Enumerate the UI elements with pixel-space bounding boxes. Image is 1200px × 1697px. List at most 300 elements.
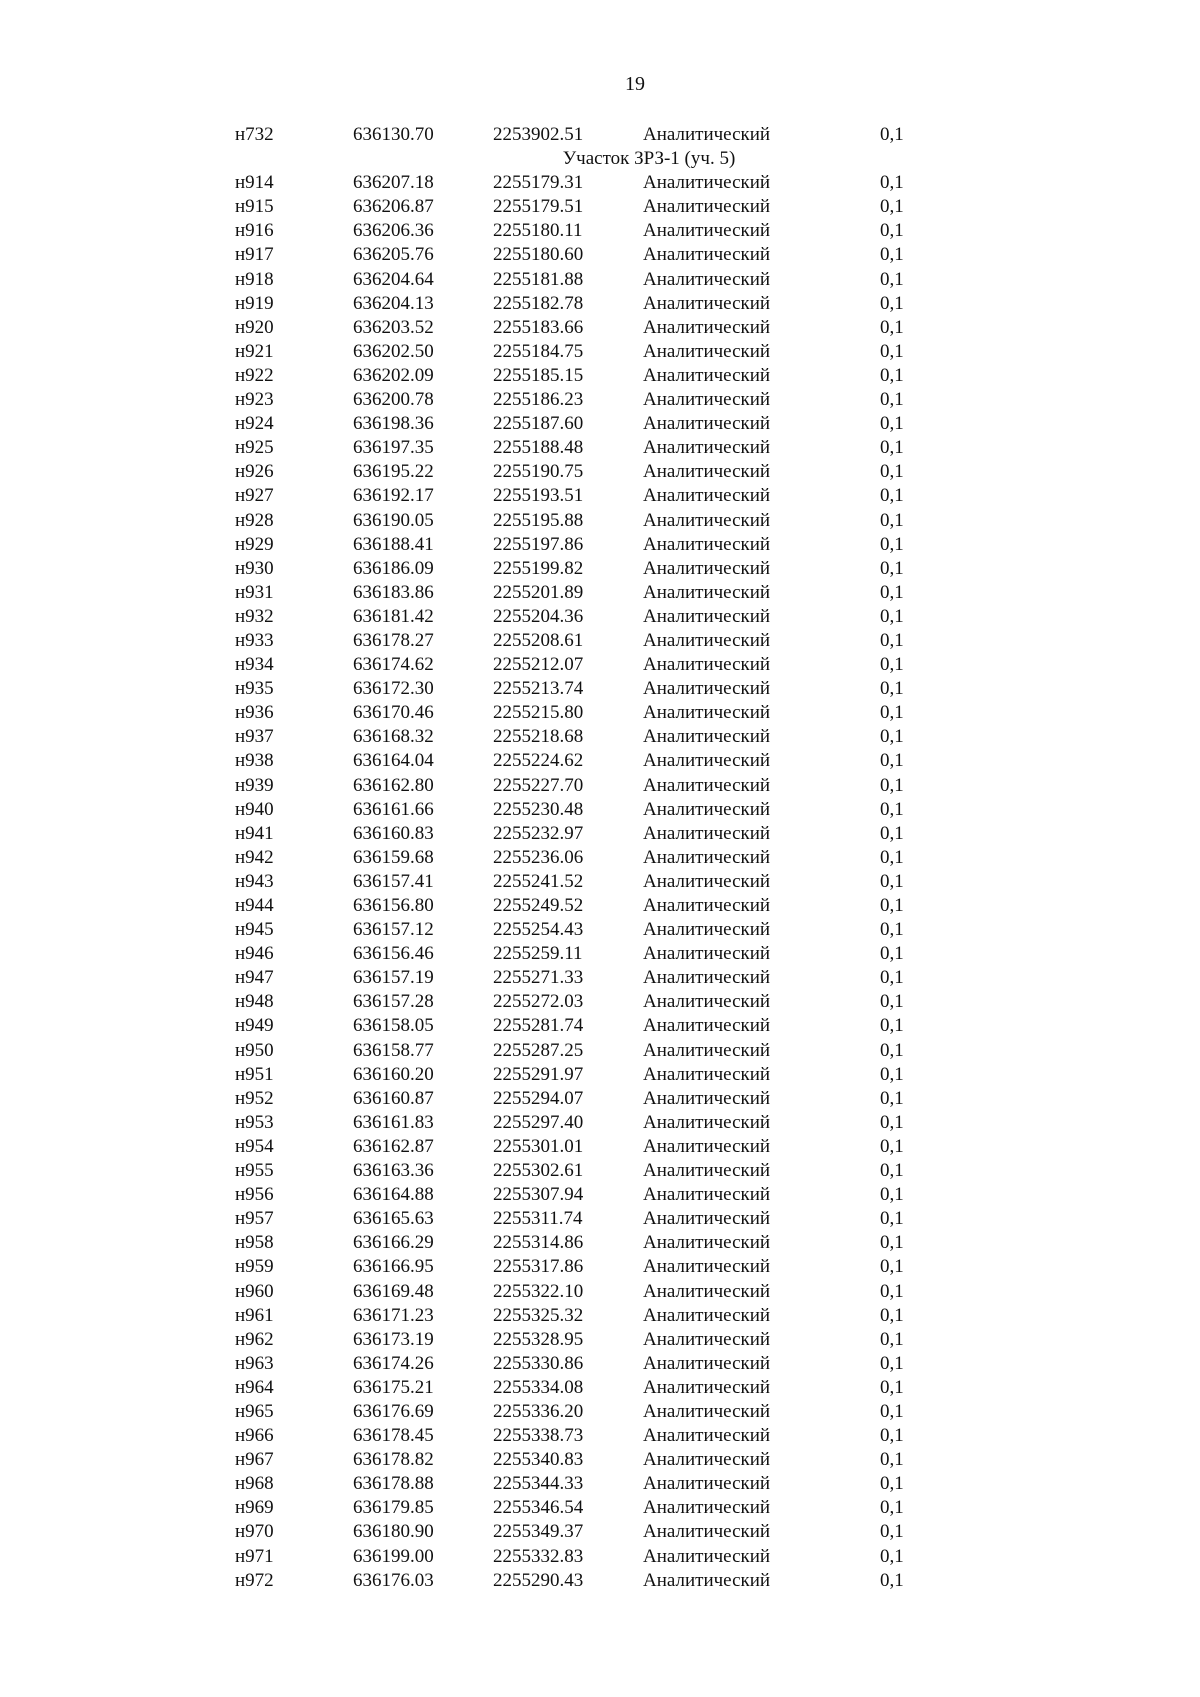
accuracy: 0,1 xyxy=(880,196,904,218)
table-row xyxy=(0,749,1200,773)
coord-x: 636160.20 xyxy=(353,1063,434,1085)
coord-x: 636166.95 xyxy=(353,1256,434,1278)
method: Аналитический xyxy=(643,533,771,555)
method: Аналитический xyxy=(643,509,771,531)
method: Аналитический xyxy=(643,846,771,868)
table-row xyxy=(0,412,1200,436)
accuracy: 0,1 xyxy=(880,967,904,989)
table-row xyxy=(0,798,1200,822)
table-row xyxy=(0,509,1200,533)
accuracy: 0,1 xyxy=(880,822,904,844)
coord-y: 2255193.51 xyxy=(493,485,584,507)
coord-y: 2255230.48 xyxy=(493,798,584,820)
method: Аналитический xyxy=(643,1569,771,1591)
accuracy: 0,1 xyxy=(880,581,904,603)
accuracy: 0,1 xyxy=(880,895,904,916)
method: Аналитический xyxy=(643,220,771,242)
method: Аналитический xyxy=(643,1304,771,1326)
method: Аналитический xyxy=(643,1015,771,1037)
point-id: н917 xyxy=(235,244,274,266)
section-title: Участок ЗРЗ-1 (уч. 5) xyxy=(562,148,736,170)
point-id: н946 xyxy=(235,943,274,965)
accuracy: 0,1 xyxy=(880,1545,904,1567)
table-row xyxy=(0,436,1200,460)
point-id: н945 xyxy=(235,919,274,941)
point-id: н965 xyxy=(235,1400,274,1422)
method: Аналитический xyxy=(643,798,771,820)
table-row xyxy=(0,1280,1200,1304)
coord-x: 636174.62 xyxy=(353,654,434,676)
point-id: н914 xyxy=(235,172,274,194)
coord-y: 2255204.36 xyxy=(493,605,584,627)
coord-x: 636165.63 xyxy=(353,1208,434,1230)
point-id: н961 xyxy=(235,1304,274,1326)
method: Аналитический xyxy=(643,1087,771,1109)
coord-x: 636180.90 xyxy=(353,1521,434,1543)
point-id: н927 xyxy=(235,485,274,507)
accuracy: 0,1 xyxy=(880,1352,904,1374)
coord-y: 2255311.74 xyxy=(493,1208,583,1230)
accuracy: 0,1 xyxy=(880,1497,904,1519)
method: Аналитический xyxy=(643,919,771,941)
accuracy: 0,1 xyxy=(880,244,904,266)
table-row xyxy=(0,484,1200,508)
accuracy: 0,1 xyxy=(880,1015,904,1037)
accuracy: 0,1 xyxy=(880,461,904,483)
accuracy: 0,1 xyxy=(880,1328,904,1350)
accuracy: 0,1 xyxy=(880,533,904,555)
point-id: н952 xyxy=(235,1087,274,1109)
point-id: н942 xyxy=(235,846,274,868)
point-id: н969 xyxy=(235,1497,274,1519)
point-id: н950 xyxy=(235,1039,274,1061)
coord-x: 636207.18 xyxy=(353,172,434,194)
coord-y: 2255181.88 xyxy=(493,268,584,290)
coord-x: 636158.05 xyxy=(353,1015,434,1037)
point-id: н915 xyxy=(235,196,274,218)
table-row xyxy=(0,1472,1200,1496)
method: Аналитический xyxy=(643,605,771,627)
table-row xyxy=(0,822,1200,846)
coord-x: 636156.46 xyxy=(353,943,434,965)
point-id: н944 xyxy=(235,895,274,916)
method: Аналитический xyxy=(643,244,771,266)
table-row xyxy=(0,557,1200,581)
coord-x: 636197.35 xyxy=(353,437,434,459)
coord-y: 2255340.83 xyxy=(493,1449,584,1471)
coord-y: 2255291.97 xyxy=(493,1063,584,1085)
coord-y: 2255179.51 xyxy=(493,196,584,218)
method: Аналитический xyxy=(643,196,771,218)
method: Аналитический xyxy=(643,1521,771,1543)
accuracy: 0,1 xyxy=(880,389,904,411)
table-row xyxy=(0,581,1200,605)
method: Аналитический xyxy=(643,124,771,145)
coord-x: 636205.76 xyxy=(353,244,434,266)
table-row xyxy=(0,1183,1200,1207)
accuracy: 0,1 xyxy=(880,1135,904,1157)
coord-y: 2255301.01 xyxy=(493,1135,584,1157)
accuracy: 0,1 xyxy=(880,1280,904,1302)
coord-x: 636173.19 xyxy=(353,1328,434,1350)
method: Аналитический xyxy=(643,1352,771,1374)
method: Аналитический xyxy=(643,774,771,796)
table-row xyxy=(0,894,1200,918)
coord-y: 2255322.10 xyxy=(493,1280,584,1302)
coord-x: 636203.52 xyxy=(353,316,434,338)
method: Аналитический xyxy=(643,1449,771,1471)
table-row xyxy=(0,460,1200,484)
table-row xyxy=(0,1376,1200,1400)
point-id: н931 xyxy=(235,581,274,603)
point-id: н937 xyxy=(235,726,274,748)
accuracy: 0,1 xyxy=(880,774,904,796)
coord-x: 636158.77 xyxy=(353,1039,434,1061)
coord-y: 2255224.62 xyxy=(493,750,584,772)
coord-x: 636166.29 xyxy=(353,1232,434,1254)
accuracy: 0,1 xyxy=(880,629,904,651)
coord-x: 636183.86 xyxy=(353,581,434,603)
accuracy: 0,1 xyxy=(880,437,904,459)
method: Аналитический xyxy=(643,1328,771,1350)
method: Аналитический xyxy=(643,340,771,362)
coord-x: 636176.03 xyxy=(353,1569,434,1591)
accuracy: 0,1 xyxy=(880,846,904,868)
coord-y: 2255227.70 xyxy=(493,774,584,796)
accuracy: 0,1 xyxy=(880,1256,904,1278)
point-id: н971 xyxy=(235,1545,274,1567)
point-id: н960 xyxy=(235,1280,274,1302)
point-id: н970 xyxy=(235,1521,274,1543)
method: Аналитический xyxy=(643,1135,771,1157)
table-row xyxy=(0,966,1200,990)
method: Аналитический xyxy=(643,1545,771,1567)
coord-x: 636162.87 xyxy=(353,1135,434,1157)
table-row xyxy=(0,1159,1200,1183)
coord-x: 636169.48 xyxy=(353,1280,434,1302)
method: Аналитический xyxy=(643,726,771,748)
coord-x: 636188.41 xyxy=(353,533,434,555)
accuracy: 0,1 xyxy=(880,364,904,386)
coord-x: 636157.12 xyxy=(353,919,434,941)
table-row xyxy=(0,123,1200,147)
table-row xyxy=(0,1039,1200,1063)
method: Аналитический xyxy=(643,437,771,459)
table-row xyxy=(0,388,1200,412)
method: Аналитический xyxy=(643,1208,771,1230)
accuracy: 0,1 xyxy=(880,1160,904,1182)
table-row xyxy=(0,340,1200,364)
coord-y: 2255297.40 xyxy=(493,1111,584,1133)
method: Аналитический xyxy=(643,364,771,386)
coord-y: 2255197.86 xyxy=(493,533,584,555)
accuracy: 0,1 xyxy=(880,268,904,290)
table-row xyxy=(0,1014,1200,1038)
coord-y: 2255314.86 xyxy=(493,1232,584,1254)
coord-y: 2255328.95 xyxy=(493,1328,584,1350)
coord-y: 2255185.15 xyxy=(493,364,584,386)
accuracy: 0,1 xyxy=(880,1473,904,1495)
method: Аналитический xyxy=(643,485,771,507)
table-row xyxy=(0,918,1200,942)
accuracy: 0,1 xyxy=(880,1063,904,1085)
top-rows xyxy=(0,123,1200,147)
coord-y: 2255241.52 xyxy=(493,870,584,892)
coord-y: 2255190.75 xyxy=(493,461,584,483)
point-id: н963 xyxy=(235,1352,274,1374)
accuracy: 0,1 xyxy=(880,943,904,965)
method: Аналитический xyxy=(643,870,771,892)
accuracy: 0,1 xyxy=(880,1400,904,1422)
table-row xyxy=(0,725,1200,749)
point-id: н967 xyxy=(235,1449,274,1471)
coord-x: 636176.69 xyxy=(353,1400,434,1422)
accuracy: 0,1 xyxy=(880,220,904,242)
table-row xyxy=(0,701,1200,725)
coord-x: 636171.23 xyxy=(353,1304,434,1326)
coord-x: 636170.46 xyxy=(353,702,434,724)
coord-x: 636200.78 xyxy=(353,389,434,411)
method: Аналитический xyxy=(643,461,771,483)
coord-x: 636163.36 xyxy=(353,1160,434,1182)
coord-y: 2255281.74 xyxy=(493,1015,584,1037)
method: Аналитический xyxy=(643,413,771,435)
point-id: н939 xyxy=(235,774,274,796)
accuracy: 0,1 xyxy=(880,1304,904,1326)
coord-x: 636159.68 xyxy=(353,846,434,868)
coord-y: 2255186.23 xyxy=(493,389,584,411)
coord-x: 636160.83 xyxy=(353,822,434,844)
point-id: н954 xyxy=(235,1135,274,1157)
coord-x: 636198.36 xyxy=(353,413,434,435)
coord-y: 2255236.06 xyxy=(493,846,584,868)
coord-y: 2253902.51 xyxy=(493,124,584,145)
coord-x: 636206.36 xyxy=(353,220,434,242)
table-row xyxy=(0,1063,1200,1087)
accuracy: 0,1 xyxy=(880,678,904,700)
table-row xyxy=(0,629,1200,653)
page-number: 19 xyxy=(625,73,645,95)
accuracy: 0,1 xyxy=(880,750,904,772)
method: Аналитический xyxy=(643,557,771,579)
point-id: н941 xyxy=(235,822,274,844)
accuracy: 0,1 xyxy=(880,557,904,579)
method: Аналитический xyxy=(643,991,771,1013)
coord-y: 2255201.89 xyxy=(493,581,584,603)
table-row xyxy=(0,1231,1200,1255)
coord-y: 2255187.60 xyxy=(493,413,584,435)
accuracy: 0,1 xyxy=(880,509,904,531)
table-row xyxy=(0,364,1200,388)
coord-y: 2255208.61 xyxy=(493,629,584,651)
table-row xyxy=(0,1328,1200,1352)
table-row xyxy=(0,1496,1200,1520)
coord-y: 2255290.43 xyxy=(493,1569,584,1591)
table-row xyxy=(0,171,1200,195)
method: Аналитический xyxy=(643,895,771,916)
accuracy: 0,1 xyxy=(880,1039,904,1061)
accuracy: 0,1 xyxy=(880,654,904,676)
table-row xyxy=(0,1352,1200,1376)
point-id: н929 xyxy=(235,533,274,555)
point-id: н951 xyxy=(235,1063,274,1085)
coord-x: 636178.27 xyxy=(353,629,434,651)
accuracy: 0,1 xyxy=(880,485,904,507)
accuracy: 0,1 xyxy=(880,798,904,820)
table-row xyxy=(0,1424,1200,1448)
accuracy: 0,1 xyxy=(880,1569,904,1591)
method: Аналитический xyxy=(643,1497,771,1519)
coord-x: 636190.05 xyxy=(353,509,434,531)
coord-y: 2255325.32 xyxy=(493,1304,584,1326)
method: Аналитический xyxy=(643,654,771,676)
point-id: н918 xyxy=(235,268,274,290)
point-id: н933 xyxy=(235,629,274,651)
coord-y: 2255213.74 xyxy=(493,678,584,700)
accuracy: 0,1 xyxy=(880,1449,904,1471)
coord-y: 2255271.33 xyxy=(493,967,584,989)
coord-x: 636162.80 xyxy=(353,774,434,796)
coord-x: 636161.83 xyxy=(353,1111,434,1133)
accuracy: 0,1 xyxy=(880,172,904,194)
coord-y: 2255183.66 xyxy=(493,316,584,338)
point-id: н968 xyxy=(235,1473,274,1495)
coord-y: 2255195.88 xyxy=(493,509,584,531)
point-id: н924 xyxy=(235,413,274,435)
point-id: н925 xyxy=(235,437,274,459)
table-row xyxy=(0,1520,1200,1544)
accuracy: 0,1 xyxy=(880,1232,904,1254)
method: Аналитический xyxy=(643,1256,771,1278)
method: Аналитический xyxy=(643,967,771,989)
point-id: н948 xyxy=(235,991,274,1013)
accuracy: 0,1 xyxy=(880,605,904,627)
table-row xyxy=(0,846,1200,870)
table-row xyxy=(0,605,1200,629)
accuracy: 0,1 xyxy=(880,1425,904,1447)
method: Аналитический xyxy=(643,172,771,194)
table-row xyxy=(0,1304,1200,1328)
point-id: н922 xyxy=(235,364,274,386)
table-row xyxy=(0,653,1200,677)
coord-x: 636164.88 xyxy=(353,1184,434,1206)
point-id: н920 xyxy=(235,316,274,338)
method: Аналитический xyxy=(643,702,771,724)
coord-x: 636181.42 xyxy=(353,605,434,627)
method: Аналитический xyxy=(643,1111,771,1133)
coord-x: 636178.45 xyxy=(353,1425,434,1447)
coord-x: 636168.32 xyxy=(353,726,434,748)
point-id: н947 xyxy=(235,967,274,989)
coordinates-table xyxy=(0,123,1200,1593)
table-row xyxy=(0,195,1200,219)
method: Аналитический xyxy=(643,822,771,844)
coord-y: 2255336.20 xyxy=(493,1400,584,1422)
method: Аналитический xyxy=(643,1400,771,1422)
point-id: н972 xyxy=(235,1569,274,1591)
section-rows xyxy=(0,171,1200,1593)
table-row xyxy=(0,1448,1200,1472)
table-row xyxy=(0,774,1200,798)
coord-y: 2255179.31 xyxy=(493,172,584,194)
table-row xyxy=(0,1111,1200,1135)
table-row xyxy=(0,870,1200,894)
accuracy: 0,1 xyxy=(880,316,904,338)
accuracy: 0,1 xyxy=(880,726,904,748)
coord-x: 636199.00 xyxy=(353,1545,434,1567)
point-id: н916 xyxy=(235,220,274,242)
coord-y: 2255334.08 xyxy=(493,1376,584,1398)
coord-x: 636174.26 xyxy=(353,1352,434,1374)
coord-x: 636172.30 xyxy=(353,678,434,700)
method: Аналитический xyxy=(643,629,771,651)
point-id: н930 xyxy=(235,557,274,579)
point-id: н958 xyxy=(235,1232,274,1254)
coord-x: 636192.17 xyxy=(353,485,434,507)
coord-x: 636202.50 xyxy=(353,340,434,362)
accuracy: 0,1 xyxy=(880,1376,904,1398)
table-row xyxy=(0,1135,1200,1159)
coord-y: 2255330.86 xyxy=(493,1352,584,1374)
method: Аналитический xyxy=(643,750,771,772)
coord-y: 2255199.82 xyxy=(493,557,584,579)
point-id: н964 xyxy=(235,1376,274,1398)
coord-x: 636202.09 xyxy=(353,364,434,386)
point-id: н732 xyxy=(235,124,274,145)
coord-x: 636204.64 xyxy=(353,268,434,290)
method: Аналитический xyxy=(643,1376,771,1398)
coord-x: 636204.13 xyxy=(353,292,434,314)
accuracy: 0,1 xyxy=(880,1184,904,1206)
coord-x: 636156.80 xyxy=(353,895,434,916)
method: Аналитический xyxy=(643,316,771,338)
point-id: н956 xyxy=(235,1184,274,1206)
coord-x: 636178.82 xyxy=(353,1449,434,1471)
method: Аналитический xyxy=(643,389,771,411)
table-row xyxy=(0,1400,1200,1424)
coord-y: 2255232.97 xyxy=(493,822,584,844)
method: Аналитический xyxy=(643,268,771,290)
coord-y: 2255180.11 xyxy=(493,220,583,242)
method: Аналитический xyxy=(643,581,771,603)
coord-x: 636164.04 xyxy=(353,750,434,772)
coord-y: 2255259.11 xyxy=(493,943,583,965)
accuracy: 0,1 xyxy=(880,124,904,145)
method: Аналитический xyxy=(643,678,771,700)
table-row xyxy=(0,219,1200,243)
accuracy: 0,1 xyxy=(880,1521,904,1543)
coord-y: 2255249.52 xyxy=(493,895,584,916)
point-id: н938 xyxy=(235,750,274,772)
point-id: н959 xyxy=(235,1256,274,1278)
method: Аналитический xyxy=(643,1039,771,1061)
accuracy: 0,1 xyxy=(880,1111,904,1133)
accuracy: 0,1 xyxy=(880,1208,904,1230)
table-row xyxy=(0,243,1200,267)
point-id: н943 xyxy=(235,870,274,892)
table-row xyxy=(0,316,1200,340)
coord-x: 636160.87 xyxy=(353,1087,434,1109)
coord-y: 2255182.78 xyxy=(493,292,584,314)
point-id: н923 xyxy=(235,389,274,411)
coord-y: 2255188.48 xyxy=(493,437,584,459)
table-row xyxy=(0,1569,1200,1593)
coord-x: 636175.21 xyxy=(353,1376,434,1398)
coord-y: 2255215.80 xyxy=(493,702,584,724)
point-id: н921 xyxy=(235,340,274,362)
point-id: н928 xyxy=(235,509,274,531)
coord-x: 636157.19 xyxy=(353,967,434,989)
